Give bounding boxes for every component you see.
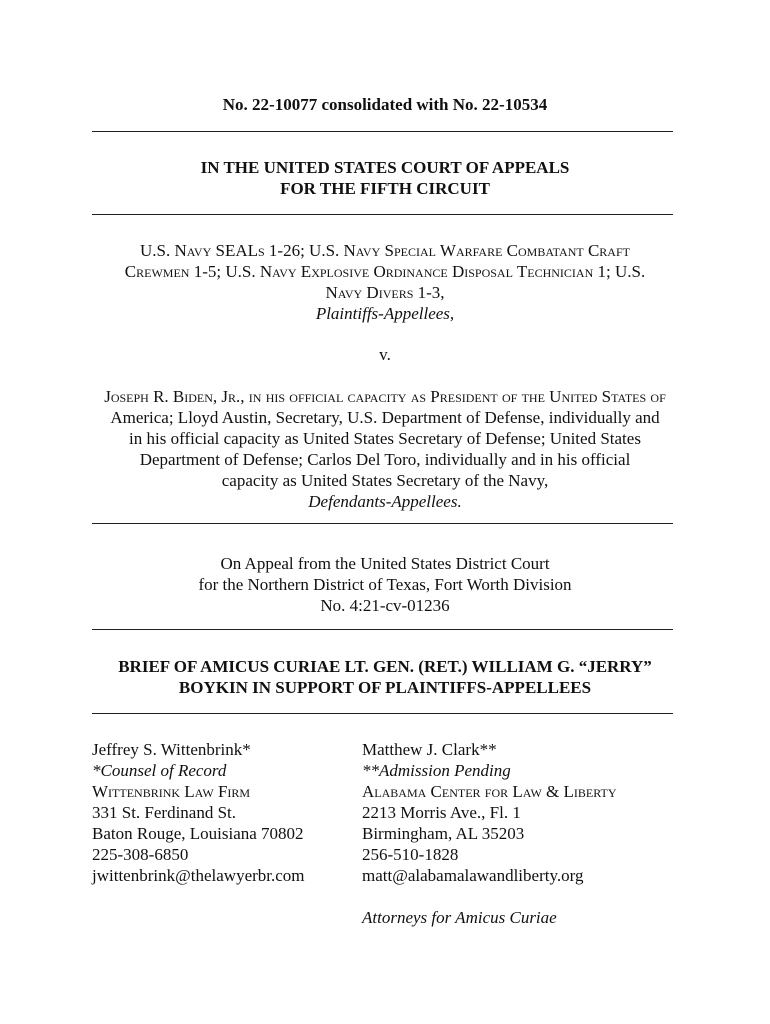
counsel-left <box>92 739 305 886</box>
plaintiffs-line-3: Navy Divers 1-3, <box>325 283 445 302</box>
counsel-right-name: Matthew J. Clark** <box>362 740 497 759</box>
divider-3 <box>92 523 678 524</box>
counsel-right-note: **Admission Pending <box>362 761 511 780</box>
appeal-line-3: No. 4:21-cv-01236 <box>320 596 450 615</box>
defendants-line-2: America; Lloyd Austin, Secretary, U.S. Department of Defense, individually and <box>110 408 660 427</box>
plaintiffs-line-2: Crewmen 1-5; U.S. Navy Explosive Ordinance Disposal Technician 1; U.S. <box>124 262 646 281</box>
defendants-role: Defendants-Appellees. <box>308 492 462 511</box>
counsel-left-email: jwittenbrink@thelawyerbr.com <box>92 866 305 885</box>
divider-2 <box>92 214 678 215</box>
brief-title <box>92 656 678 698</box>
court-line-2: FOR THE FIFTH CIRCUIT <box>280 179 490 198</box>
counsel-right-email: matt@alabamalawandliberty.org <box>362 866 584 885</box>
appeal-line-2: for the Northern District of Texas, Fort Worth Division <box>198 575 572 594</box>
divider-1 <box>92 131 678 132</box>
brief-title-line-1: BRIEF OF AMICUS CURIAE LT. GEN. (RET.) WILLIAM G. “JERRY” <box>118 657 652 676</box>
appeal-block <box>92 553 678 616</box>
defendants-line-4: Department of Defense; Carlos Del Toro, individually and in his official <box>139 450 631 469</box>
counsel-left-name: Jeffrey S. Wittenbrink* <box>92 740 251 759</box>
counsel-left-city: Baton Rouge, Louisiana 70802 <box>92 824 304 843</box>
brief-title-line-2: BOYKIN IN SUPPORT OF PLAINTIFFS-APPELLEES <box>178 678 592 697</box>
defendants-line-1: Joseph R. Biden, Jr., in his official capacity as President of the United States of <box>104 387 666 406</box>
defendants-block <box>92 386 678 512</box>
counsel-right-city: Birmingham, AL 35203 <box>362 824 525 843</box>
counsel-right-firm: Alabama Center for Law & Liberty <box>362 782 617 801</box>
plaintiffs-line-1: U.S. Navy SEALs 1-26; U.S. Navy Special Warfare Combatant Craft <box>140 241 630 260</box>
divider-5 <box>92 713 678 714</box>
counsel-left-street: 331 St. Ferdinand St. <box>92 803 237 822</box>
counsel-right <box>362 739 617 928</box>
versus: v. <box>379 345 391 364</box>
case-number: No. 22-10077 consolidated with No. 22-10534 <box>222 95 548 114</box>
divider-4 <box>92 629 678 630</box>
counsel-left-firm: Wittenbrink Law Firm <box>92 782 251 801</box>
plaintiffs-block <box>92 240 678 324</box>
defendants-line-5: capacity as United States Secretary of the Navy, <box>221 471 549 490</box>
plaintiffs-role: Plaintiffs-Appellees, <box>315 304 455 323</box>
counsel-section <box>92 739 678 939</box>
court-line-1: IN THE UNITED STATES COURT OF APPEALS <box>200 158 570 177</box>
appeal-line-1: On Appeal from the United States District Court <box>220 554 550 573</box>
counsel-left-note: *Counsel of Record <box>92 761 227 780</box>
counsel-right-street: 2213 Morris Ave., Fl. 1 <box>362 803 521 822</box>
court-heading <box>92 157 678 199</box>
defendants-line-3: in his official capacity as United States Secretary of Defense; United States <box>129 429 641 448</box>
counsel-right-role: Attorneys for Amicus Curiae <box>362 908 557 927</box>
counsel-left-phone: 225-308-6850 <box>92 845 189 864</box>
counsel-right-phone: 256-510-1828 <box>362 845 459 864</box>
